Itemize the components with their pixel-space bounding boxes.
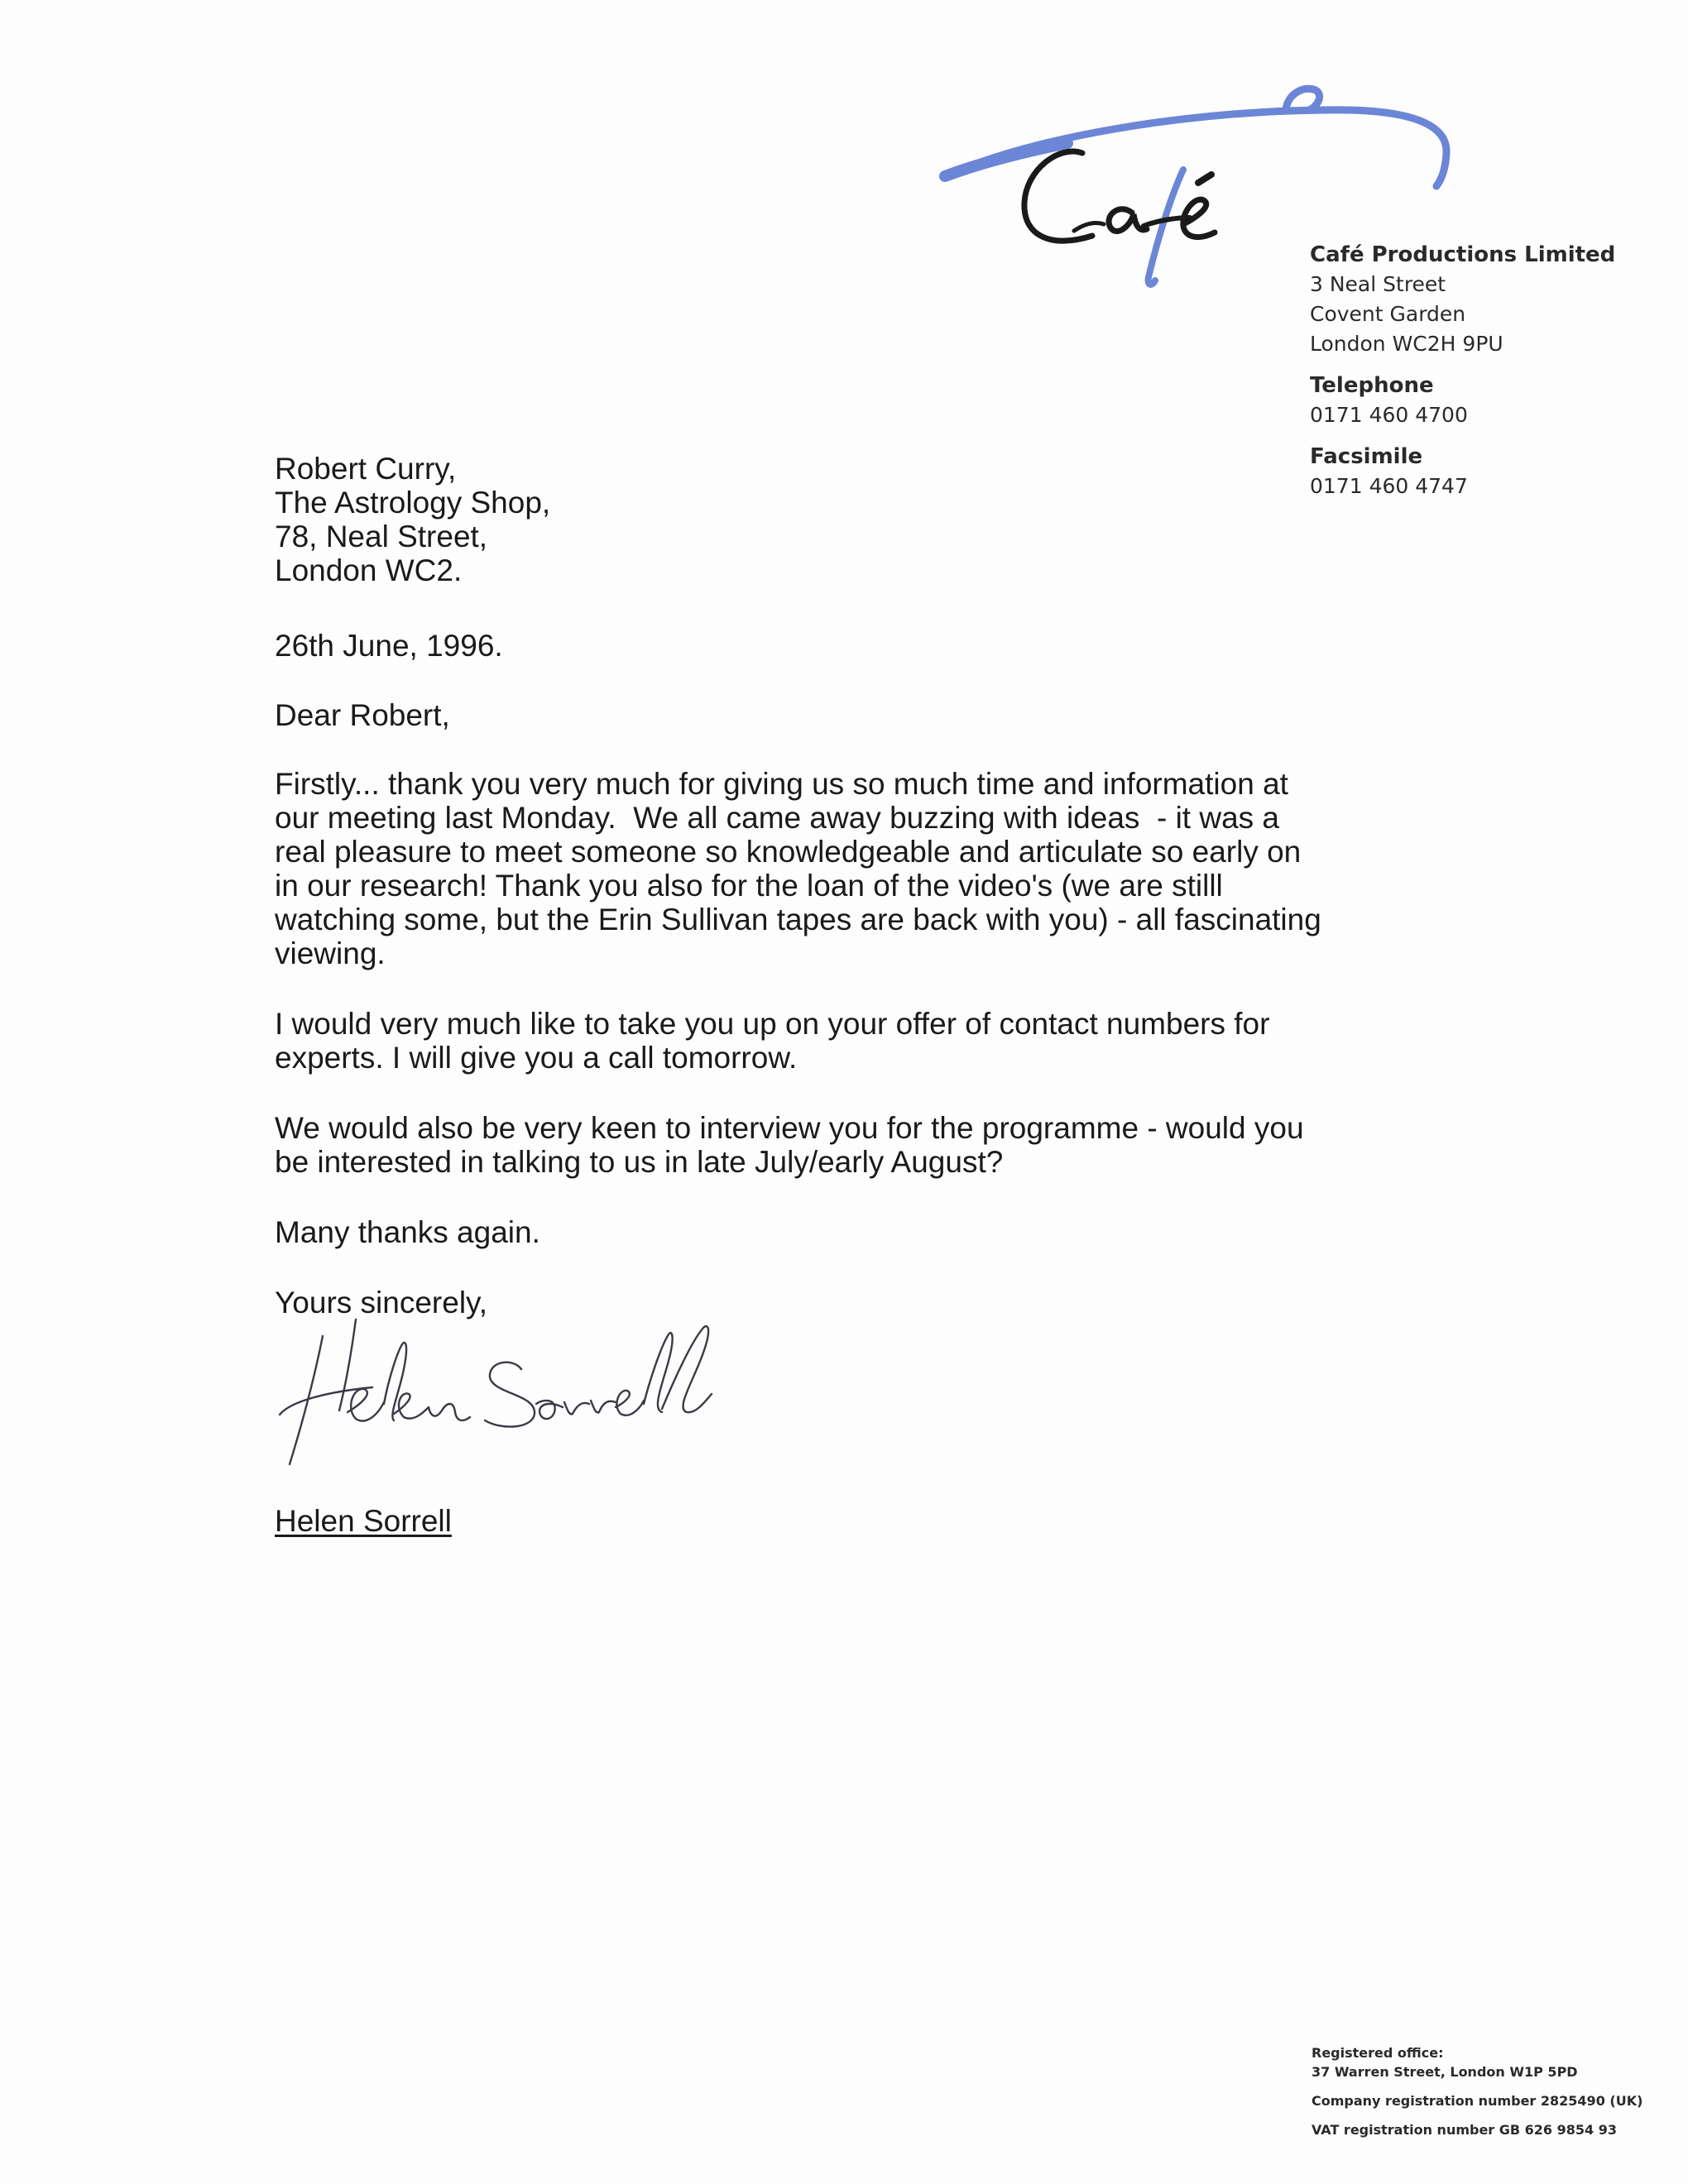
- vat-registration-number: VAT registration number GB 626 9854 93: [1312, 2122, 1617, 2138]
- paragraph-interview: We would also be very keen to interview you for the programme - would you be interested in talking to us in late July/early August?: [275, 1111, 1304, 1179]
- company-address-line: London WC2H 9PU: [1310, 332, 1503, 356]
- recipient-address: [275, 452, 1483, 587]
- thanks-line: Many thanks again.: [275, 1215, 540, 1249]
- signer-name: Helen Sorrell: [275, 1504, 452, 1538]
- recipient-line: Robert Curry,: [275, 452, 457, 486]
- registered-office-label: Registered office:: [1312, 2045, 1444, 2061]
- handwritten-signature: [273, 1311, 753, 1477]
- recipient-line: The Astrology Shop,: [275, 486, 551, 520]
- telephone-number: 0171 460 4700: [1310, 403, 1468, 427]
- company-address-line: Covent Garden: [1310, 302, 1466, 326]
- company-name: Café Productions Limited: [1310, 242, 1616, 267]
- telephone-label: Telephone: [1310, 373, 1434, 398]
- company-registration-number: Company registration number 2825490 (UK): [1312, 2093, 1643, 2109]
- letter-footer: [1312, 2043, 1676, 2139]
- facsimile-number: 0171 460 4747: [1310, 474, 1468, 498]
- company-address-line: 3 Neal Street: [1310, 272, 1446, 296]
- paragraph-thanks: Firstly... thank you very much for giving us so much time and information at our meeting last Monday. We all came away buzzing with ideas - it was a real pleasure to meet someone so knowledgeable and articulate so early on in our research! Thank you also for the loan of the video's (we are stilll watching some, but the Erin Sullivan tapes are back with you) - all fascinating viewing.: [275, 767, 1321, 970]
- recipient-line: London WC2.: [275, 553, 463, 587]
- paragraph-contacts: I would very much like to take you up on your offer of contact numbers for experts. I will give you a call tomorrow.: [275, 1007, 1270, 1075]
- recipient-line: 78, Neal Street,: [275, 520, 488, 553]
- facsimile-label: Facsimile: [1310, 444, 1423, 469]
- registered-office-address: 37 Warren Street, London W1P 5PD: [1312, 2064, 1578, 2080]
- salutation: Dear Robert,: [275, 698, 450, 732]
- letter-body: [275, 452, 1483, 1341]
- closing-line: Yours sincerely,: [275, 1286, 488, 1320]
- letter-date: 26th June, 1996.: [275, 629, 503, 663]
